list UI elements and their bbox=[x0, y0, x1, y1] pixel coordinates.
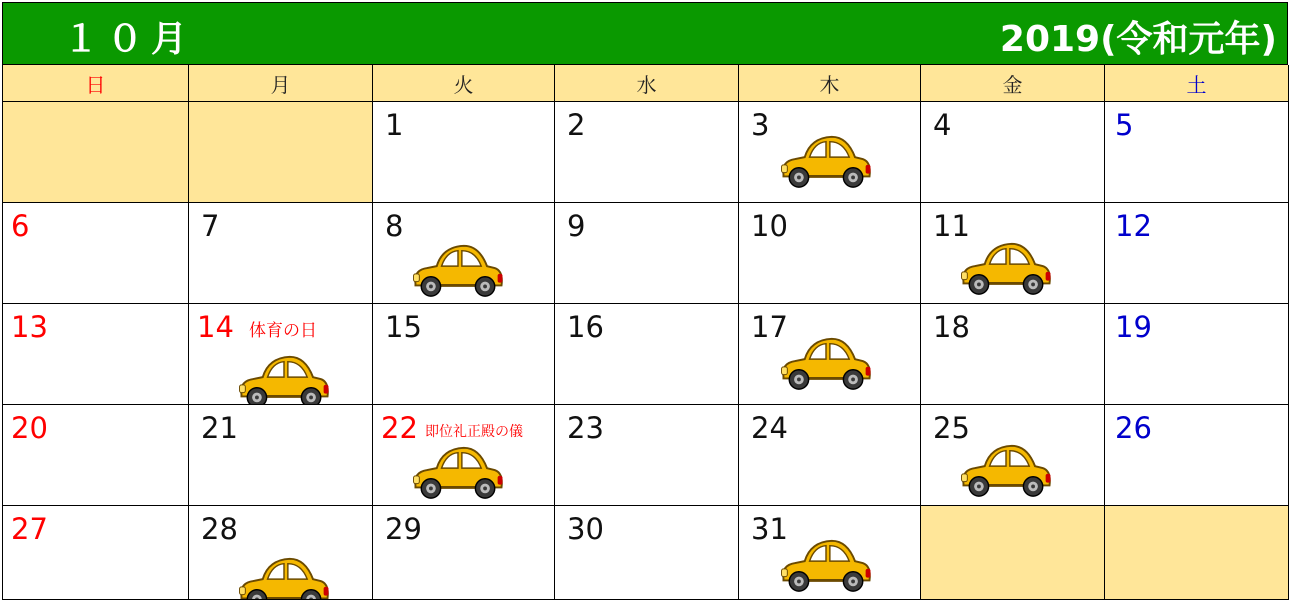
day-cell[interactable] bbox=[189, 203, 373, 304]
day-cell[interactable] bbox=[739, 304, 921, 405]
day-number: 11 bbox=[933, 209, 970, 243]
holiday-label: 即位礼正殿の儀 bbox=[425, 424, 523, 440]
day-cell[interactable] bbox=[373, 506, 555, 600]
day-number: 5 bbox=[1115, 108, 1134, 142]
day-number: 19 bbox=[1115, 310, 1152, 344]
weekday-header: 土 bbox=[1105, 65, 1289, 102]
car-icon bbox=[777, 334, 875, 392]
day-cell[interactable] bbox=[3, 203, 189, 304]
day-cell[interactable] bbox=[739, 102, 921, 203]
weekday-header: 日 bbox=[3, 65, 189, 102]
day-cell[interactable] bbox=[3, 304, 189, 405]
empty-day-cell bbox=[189, 102, 373, 203]
day-number: 28 bbox=[201, 512, 238, 546]
car-icon bbox=[777, 536, 875, 594]
day-cell[interactable] bbox=[373, 102, 555, 203]
holiday-label: 体育の日 bbox=[249, 321, 317, 341]
day-cell[interactable] bbox=[1105, 405, 1289, 506]
day-cell[interactable] bbox=[921, 405, 1105, 506]
day-number: 23 bbox=[567, 411, 604, 445]
weekday-header: 木 bbox=[739, 65, 921, 102]
weekday-header: 月 bbox=[189, 65, 373, 102]
day-cell[interactable] bbox=[373, 405, 555, 506]
day-cell[interactable] bbox=[921, 304, 1105, 405]
day-number: 10 bbox=[751, 209, 788, 243]
day-number: 18 bbox=[933, 310, 970, 344]
year-title: 2019(令和元年) bbox=[999, 19, 1277, 60]
day-cell[interactable] bbox=[739, 203, 921, 304]
day-number: 31 bbox=[751, 512, 788, 546]
car-icon bbox=[235, 554, 333, 600]
day-cell[interactable] bbox=[1105, 304, 1289, 405]
calendar-header bbox=[2, 2, 1288, 65]
day-number: 29 bbox=[385, 512, 422, 546]
day-cell[interactable] bbox=[555, 203, 739, 304]
day-number: 1 bbox=[385, 108, 404, 142]
empty-day-cell bbox=[3, 102, 189, 203]
car-icon bbox=[235, 352, 333, 405]
car-icon bbox=[409, 443, 507, 501]
day-cell[interactable] bbox=[189, 506, 373, 600]
day-number: 7 bbox=[201, 209, 220, 243]
car-icon bbox=[777, 132, 875, 190]
day-number: 4 bbox=[933, 108, 952, 142]
day-cell[interactable] bbox=[373, 203, 555, 304]
day-number: 2 bbox=[567, 108, 586, 142]
day-cell[interactable] bbox=[739, 506, 921, 600]
weekday-header: 水 bbox=[555, 65, 739, 102]
day-cell[interactable] bbox=[373, 304, 555, 405]
day-cell[interactable] bbox=[1105, 102, 1289, 203]
day-number: 17 bbox=[751, 310, 788, 344]
empty-day-cell bbox=[921, 506, 1105, 600]
weekday-header: 金 bbox=[921, 65, 1105, 102]
day-cell[interactable] bbox=[555, 506, 739, 600]
day-cell[interactable] bbox=[739, 405, 921, 506]
day-cell[interactable] bbox=[921, 102, 1105, 203]
day-number: 14 bbox=[197, 310, 234, 344]
day-number: 9 bbox=[567, 209, 586, 243]
day-cell[interactable] bbox=[921, 203, 1105, 304]
day-cell[interactable] bbox=[555, 304, 739, 405]
day-number: 20 bbox=[11, 411, 48, 445]
day-number: 26 bbox=[1115, 411, 1152, 445]
day-number: 13 bbox=[11, 310, 48, 344]
day-number: 30 bbox=[567, 512, 604, 546]
day-cell[interactable] bbox=[555, 405, 739, 506]
day-cell[interactable] bbox=[189, 405, 373, 506]
day-number: 8 bbox=[385, 209, 404, 243]
day-cell[interactable] bbox=[189, 304, 373, 405]
day-number: 24 bbox=[751, 411, 788, 445]
day-number: 6 bbox=[11, 209, 30, 243]
day-number: 3 bbox=[751, 108, 770, 142]
day-cell[interactable] bbox=[555, 102, 739, 203]
car-icon bbox=[957, 441, 1055, 499]
day-number: 27 bbox=[11, 512, 48, 546]
day-number: 22 bbox=[381, 411, 418, 445]
calendar-grid bbox=[2, 65, 1288, 600]
day-number: 16 bbox=[567, 310, 604, 344]
day-cell[interactable] bbox=[3, 405, 189, 506]
day-cell[interactable] bbox=[3, 506, 189, 600]
weekday-header: 火 bbox=[373, 65, 555, 102]
day-number: 15 bbox=[385, 310, 422, 344]
day-cell[interactable] bbox=[1105, 203, 1289, 304]
day-number: 25 bbox=[933, 411, 970, 445]
car-icon bbox=[957, 239, 1055, 297]
car-icon bbox=[409, 241, 507, 299]
month-title: １０月 bbox=[63, 19, 196, 60]
day-number: 12 bbox=[1115, 209, 1152, 243]
empty-day-cell bbox=[1105, 506, 1289, 600]
day-number: 21 bbox=[201, 411, 238, 445]
